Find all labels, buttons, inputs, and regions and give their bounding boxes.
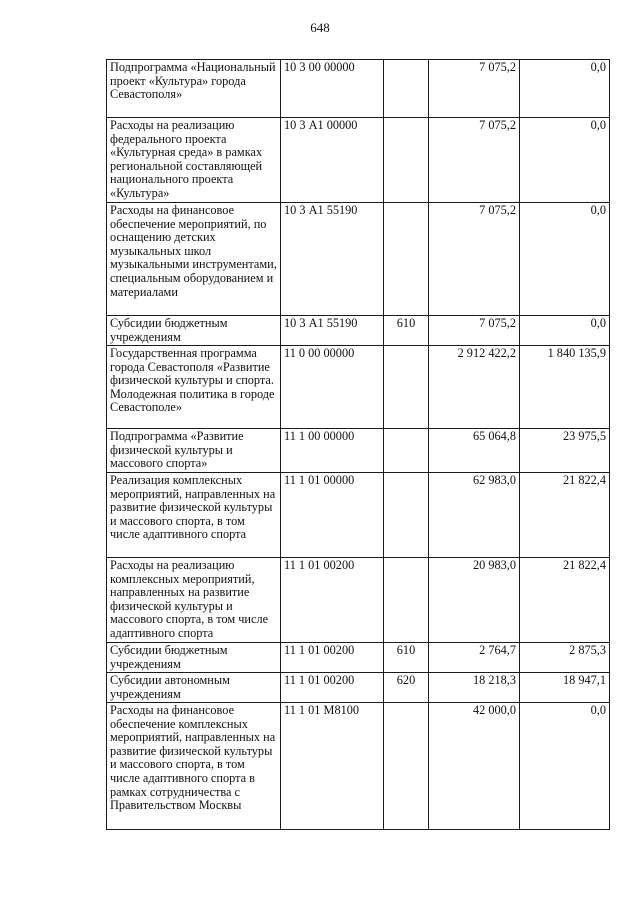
row-name: Подпрограмма «Развитие физической культуры и массового спорта» bbox=[107, 429, 281, 473]
row-expense-type: 620 bbox=[384, 673, 429, 703]
row-expense-type bbox=[384, 203, 429, 316]
row-expense-type bbox=[384, 473, 429, 558]
table-row bbox=[107, 643, 610, 673]
table-row bbox=[107, 203, 610, 316]
row-value-1: 62 983,0 bbox=[429, 473, 520, 558]
row-value-1: 65 064,8 bbox=[429, 429, 520, 473]
row-code: 11 1 01 00200 bbox=[281, 673, 384, 703]
row-value-1: 2 764,7 bbox=[429, 643, 520, 673]
row-code: 10 3 А1 55190 bbox=[281, 316, 384, 346]
row-value-2: 23 975,5 bbox=[520, 429, 610, 473]
row-expense-type bbox=[384, 429, 429, 473]
row-name: Субсидии бюджетным учреждениям bbox=[107, 643, 281, 673]
row-expense-type bbox=[384, 346, 429, 429]
row-name: Подпрограмма «Национальный проект «Культура» города Севастополя» bbox=[107, 60, 281, 118]
row-value-2: 21 822,4 bbox=[520, 473, 610, 558]
table-row bbox=[107, 429, 610, 473]
row-expense-type: 610 bbox=[384, 316, 429, 346]
page-number: 648 bbox=[310, 20, 330, 35]
row-value-1: 2 912 422,2 bbox=[429, 346, 520, 429]
row-value-1: 7 075,2 bbox=[429, 118, 520, 203]
row-value-2: 0,0 bbox=[520, 203, 610, 316]
row-name: Субсидии бюджетным учреждениям bbox=[107, 316, 281, 346]
table-row bbox=[107, 558, 610, 643]
table-row bbox=[107, 473, 610, 558]
table-row bbox=[107, 60, 610, 118]
table-row bbox=[107, 673, 610, 703]
row-name: Расходы на финансовое обеспечение мероприятий, по оснащению детских музыкальных школ музыкальными инструментами, специальным оборудованием и материалами bbox=[107, 203, 281, 316]
row-name: Расходы на финансовое обеспечение комплексных мероприятий, направленных на развитие физической культуры и массового спорта, в том числе адаптивного спорта в рамках сотрудничества с Правительством Москвы bbox=[107, 703, 281, 830]
row-value-1: 18 218,3 bbox=[429, 673, 520, 703]
table-row bbox=[107, 703, 610, 830]
row-value-2: 2 875,3 bbox=[520, 643, 610, 673]
row-expense-type: 610 bbox=[384, 643, 429, 673]
row-value-1: 42 000,0 bbox=[429, 703, 520, 830]
row-code: 11 1 01 М8100 bbox=[281, 703, 384, 830]
row-expense-type bbox=[384, 703, 429, 830]
row-code: 10 3 А1 00000 bbox=[281, 118, 384, 203]
row-name: Субсидии автономным учреждениям bbox=[107, 673, 281, 703]
row-name: Расходы на реализацию комплексных мероприятий, направленных на развитие физической культуры и массового спорта, в том числе адаптивного спорта bbox=[107, 558, 281, 643]
table-row bbox=[107, 118, 610, 203]
row-expense-type bbox=[384, 558, 429, 643]
row-value-2: 1 840 135,9 bbox=[520, 346, 610, 429]
row-code: 10 3 А1 55190 bbox=[281, 203, 384, 316]
row-code: 11 1 01 00200 bbox=[281, 643, 384, 673]
row-expense-type bbox=[384, 118, 429, 203]
row-code: 11 1 01 00200 bbox=[281, 558, 384, 643]
budget-table bbox=[106, 59, 610, 830]
table-row bbox=[107, 316, 610, 346]
row-value-2: 0,0 bbox=[520, 316, 610, 346]
row-code: 11 1 00 00000 bbox=[281, 429, 384, 473]
row-expense-type bbox=[384, 60, 429, 118]
row-value-1: 7 075,2 bbox=[429, 316, 520, 346]
budget-table-body bbox=[107, 60, 610, 830]
row-code: 11 1 01 00000 bbox=[281, 473, 384, 558]
row-code: 10 3 00 00000 bbox=[281, 60, 384, 118]
row-value-2: 0,0 bbox=[520, 60, 610, 118]
row-name: Государственная программа города Севастополя «Развитие физической культуры и спорта. Молодежная политика в городе Севастополе» bbox=[107, 346, 281, 429]
row-value-2: 21 822,4 bbox=[520, 558, 610, 643]
row-name: Реализация комплексных мероприятий, направленных на развитие физической культуры и массового спорта, в том числе адаптивного спорта bbox=[107, 473, 281, 558]
row-value-1: 7 075,2 bbox=[429, 203, 520, 316]
row-name: Расходы на реализацию федерального проекта «Культурная среда» в рамках региональной составляющей национального проекта «Культура» bbox=[107, 118, 281, 203]
row-value-1: 7 075,2 bbox=[429, 60, 520, 118]
table-row bbox=[107, 346, 610, 429]
row-value-2: 18 947,1 bbox=[520, 673, 610, 703]
row-value-1: 20 983,0 bbox=[429, 558, 520, 643]
row-value-2: 0,0 bbox=[520, 118, 610, 203]
row-code: 11 0 00 00000 bbox=[281, 346, 384, 429]
row-value-2: 0,0 bbox=[520, 703, 610, 830]
